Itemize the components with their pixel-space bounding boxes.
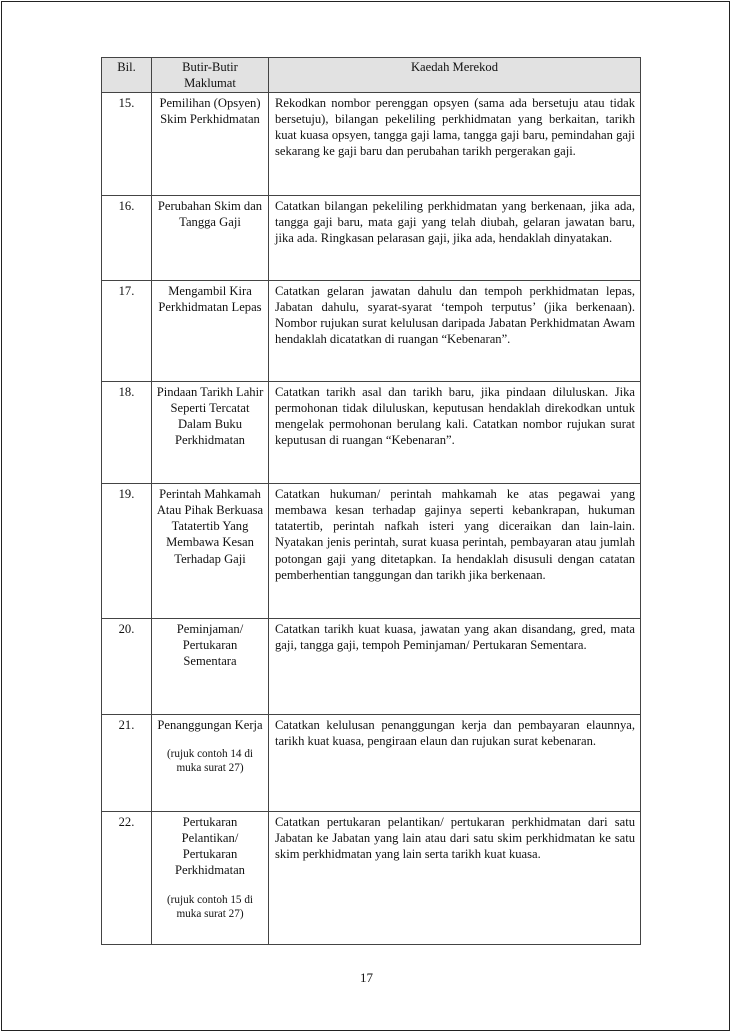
row-item-title: Perintah Mahkamah Atau Pihak Berkuasa Tatatertib Yang Membawa Kesan Terhadap Gaji xyxy=(156,486,264,566)
row-item-reference: (rujuk contoh 15 di muka surat 27) xyxy=(166,893,254,920)
row-item-title: Pertukaran Pelantikan/ Pertukaran Perkhidmatan xyxy=(175,814,245,878)
row-item-title: Pindaan Tarikh Lahir Seperti Tercatat Dalam Buku Perkhidmatan xyxy=(156,384,264,448)
row-number: 19. xyxy=(102,483,152,618)
row-item xyxy=(152,618,269,714)
row-method: Catatkan kelulusan penanggungan kerja dan pembayaran elaunnya, tarikh kuat kuasa, pengiraan elaun dan rujukan surat kebenaran. xyxy=(269,714,641,811)
row-item xyxy=(152,483,269,618)
header-no: Bil. xyxy=(102,58,152,93)
row-method: Catatkan tarikh asal dan tarikh baru, jika pindaan diluluskan. Jika permohonan tidak diluluskan, keputusan hendaklah direkodkan untuk mengelak permohonan berulang kali. Catatkan nombor rujukan surat keputusan di ruangan “Kebenaran”. xyxy=(269,381,641,483)
row-number: 20. xyxy=(102,618,152,714)
row-item-title: Perubahan Skim dan Tangga Gaji xyxy=(157,198,263,229)
table-row xyxy=(102,195,641,280)
row-item xyxy=(152,195,269,280)
row-method: Rekodkan nombor perenggan opsyen (sama ada bersetuju atau tidak bersetuju), bilangan pekeliling perkhidmatan yang berkaitan, tarikh kuat kuasa opsyen, tangga gaji lama, tangga gaji baru, pemindahan gaji sekarang ke gaji baru dan perubahan tarikh pergerakan gaji. xyxy=(269,92,641,195)
row-method: Catatkan gelaran jawatan dahulu dan tempoh perkhidmatan lepas, Jabatan dahulu, syarat-syarat ‘tempoh terputus’ (jika berkenaan). Nombor rujukan surat kelulusan daripada Jabatan Perkhidmatan Awam hendaklah dicatatkan di ruangan “Kebenaran”. xyxy=(269,280,641,381)
row-method: Catatkan hukuman/ perintah mahkamah ke atas pegawai yang membawa kesan terhadap gajinya seperti kebankrapan, hukuman tatatertib, perintah nafkah isteri yang diceraikan dan lain-lain. Nyatakan jenis perintah, surat kuasa perintah, pembayaran atau jumlah potongan gaji yang ditetapkan. Ia hendaklah disusuli dengan catatan pemberhentian tanggungan dan tarikh jika berkenaan. xyxy=(269,483,641,618)
row-number: 18. xyxy=(102,381,152,483)
row-number: 22. xyxy=(102,811,152,944)
row-item-title: Pemilihan (Opsyen) Skim Perkhidmatan xyxy=(159,95,261,126)
table-row xyxy=(102,714,641,811)
row-item xyxy=(152,381,269,483)
row-item-title: Penanggungan Kerja xyxy=(157,717,263,732)
header-item: Butir-Butir Maklumat xyxy=(152,58,269,93)
table-row xyxy=(102,618,641,714)
page-number: 17 xyxy=(360,970,373,985)
row-number: 17. xyxy=(102,280,152,381)
header-method: Kaedah Merekod xyxy=(269,58,641,93)
row-method: Catatkan bilangan pekeliling perkhidmatan yang berkenaan, jika ada, tangga gaji baru, mata gaji yang telah diubah, gelaran jawatan baru, jika ada. Ringkasan pelarasan gaji, jika ada, hendaklah dinyatakan. xyxy=(269,195,641,280)
row-item xyxy=(152,92,269,195)
row-number: 21. xyxy=(102,714,152,811)
row-item xyxy=(152,811,269,944)
table-row xyxy=(102,280,641,381)
row-item-title: Peminjaman/ Pertukaran Sementara xyxy=(176,621,244,669)
table-row xyxy=(102,483,641,618)
records-table xyxy=(101,57,641,945)
row-item xyxy=(152,280,269,381)
row-method: Catatkan pertukaran pelantikan/ pertukaran perkhidmatan dari satu Jabatan ke Jabatan yang lain atau dari satu skim perkhidmatan ke satu skim perkhidmatan yang lain serta tarikh kuat kuasa. xyxy=(269,811,641,944)
table-row xyxy=(102,92,641,195)
row-item-title: Mengambil Kira Perkhidmatan Lepas xyxy=(158,283,262,314)
row-method: Catatkan tarikh kuat kuasa, jawatan yang akan disandang, gred, mata gaji, tangga gaji, tempoh Peminjaman/ Pertukaran Sementara. xyxy=(269,618,641,714)
row-number: 16. xyxy=(102,195,152,280)
table-row xyxy=(102,811,641,944)
row-item xyxy=(152,714,269,811)
table-row xyxy=(102,381,641,483)
row-item-reference: (rujuk contoh 14 di muka surat 27) xyxy=(166,747,254,774)
row-number: 15. xyxy=(102,92,152,195)
table-header-row xyxy=(102,58,641,93)
